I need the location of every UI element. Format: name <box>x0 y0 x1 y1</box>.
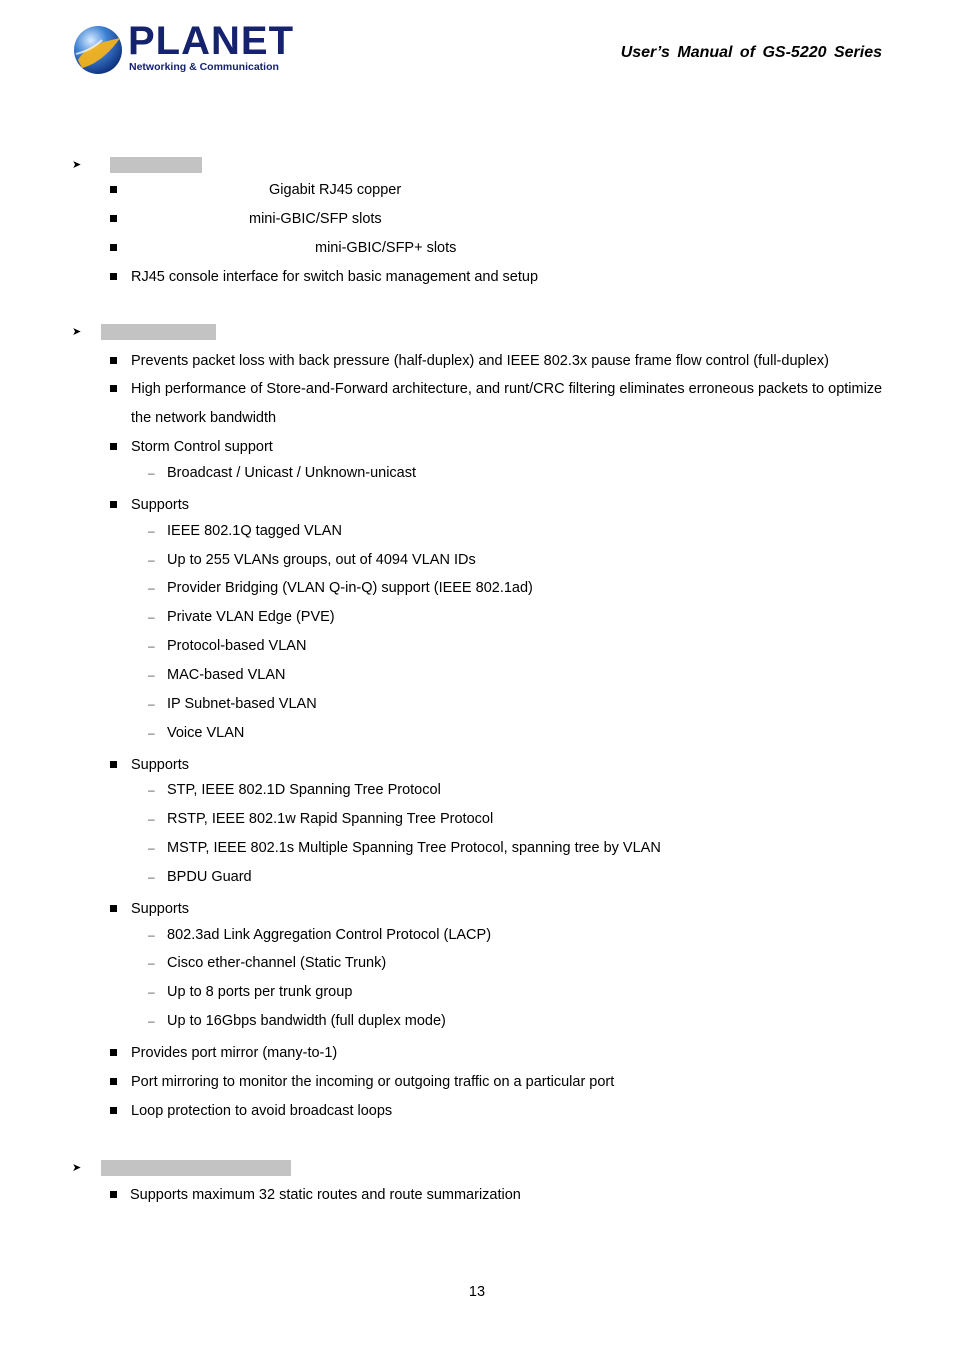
dash-icon: – <box>148 524 155 538</box>
sub-list-item: BPDU Guard <box>167 869 252 885</box>
section-arrow-icon: ➤ <box>72 1162 82 1174</box>
dash-icon: – <box>148 466 155 480</box>
sub-list-item: Protocol-based VLAN <box>167 638 307 654</box>
dash-icon: – <box>148 1014 155 1028</box>
dash-icon: – <box>148 812 155 826</box>
bullet-icon <box>110 385 117 392</box>
bullet-icon <box>110 1049 117 1056</box>
bullet-icon <box>110 357 117 364</box>
sub-list-item: Up to 255 VLANs groups, out of 4094 VLAN IDs <box>167 552 476 568</box>
list-item: RJ45 console interface for switch basic management and setup <box>131 269 539 285</box>
list-item: mini-GBIC/SFP+ slots <box>315 240 457 256</box>
globe-logo-icon <box>72 24 124 76</box>
bullet-icon <box>110 501 117 508</box>
list-item: Provides port mirror (many-to-1) <box>131 1045 338 1061</box>
bullet-icon <box>110 1191 117 1198</box>
list-item: Port mirroring to monitor the incoming or outgoing traffic on a particular port <box>131 1074 615 1090</box>
dash-icon: – <box>148 610 155 624</box>
dash-icon: – <box>148 870 155 884</box>
list-item: Prevents packet loss with back pressure (half-duplex) and IEEE 802.3x pause frame flow control (full-duplex) <box>131 353 829 369</box>
sub-list-item: IP Subnet-based VLAN <box>167 696 317 712</box>
bullet-icon <box>110 186 117 193</box>
sub-list-item: Up to 8 ports per trunk group <box>167 984 353 1000</box>
dash-icon: – <box>148 841 155 855</box>
bullet-icon <box>110 443 117 450</box>
sub-list-item: RSTP, IEEE 802.1w Rapid Spanning Tree Protocol <box>167 811 494 827</box>
logo-brand-text: PLANET <box>128 19 294 63</box>
list-item: mini-GBIC/SFP slots <box>249 211 382 227</box>
planet-logo <box>72 19 294 78</box>
list-item: High performance of Store-and-Forward architecture, and runt/CRC filtering eliminates erroneous packets to optimize <box>131 381 883 397</box>
dash-icon: – <box>148 985 155 999</box>
dash-icon: – <box>148 928 155 942</box>
sub-list-item: Cisco ether-channel (Static Trunk) <box>167 955 387 971</box>
dash-icon: – <box>148 581 155 595</box>
sub-list-item: Provider Bridging (VLAN Q-in-Q) support (IEEE 802.1ad) <box>167 580 533 596</box>
list-item: Supports <box>131 901 190 917</box>
dash-icon: – <box>148 639 155 653</box>
dash-icon: – <box>148 726 155 740</box>
sub-list-item: Broadcast / Unicast / Unknown-unicast <box>167 465 417 481</box>
logo-tagline: Networking & Communication <box>129 61 279 73</box>
sub-list-item: 802.3ad Link Aggregation Control Protocol (LACP) <box>167 927 492 943</box>
bullet-icon <box>110 273 117 280</box>
sub-list-item: MSTP, IEEE 802.1s Multiple Spanning Tree Protocol, spanning tree by VLAN <box>167 840 661 856</box>
bullet-icon <box>110 1078 117 1085</box>
bullet-icon <box>110 761 117 768</box>
section-heading-highlight <box>101 324 216 340</box>
manual-title: User’s Manual of GS-5220 Series <box>620 44 882 61</box>
dash-icon: – <box>148 553 155 567</box>
list-item: Supports <box>131 757 190 773</box>
sub-list-item: Up to 16Gbps bandwidth (full duplex mode) <box>167 1013 446 1029</box>
section-heading-highlight <box>101 1160 291 1176</box>
dash-icon: – <box>148 668 155 682</box>
list-item: Gigabit RJ45 copper <box>269 182 402 198</box>
section-arrow-icon: ➤ <box>72 326 82 338</box>
bullet-icon <box>110 244 117 251</box>
sub-list-item: MAC-based VLAN <box>167 667 286 683</box>
dash-icon: – <box>148 697 155 711</box>
sub-list-item: Voice VLAN <box>167 725 245 741</box>
list-item-continuation: the network bandwidth <box>131 410 277 426</box>
sub-list-item: IEEE 802.1Q tagged VLAN <box>167 523 342 539</box>
bullet-icon <box>110 905 117 912</box>
list-item: Loop protection to avoid broadcast loops <box>131 1103 393 1119</box>
bullet-icon <box>110 215 117 222</box>
section-arrow-icon: ➤ <box>72 159 82 171</box>
list-item: Supports maximum 32 static routes and route summarization <box>130 1187 521 1203</box>
sub-list-item: Private VLAN Edge (PVE) <box>167 609 335 625</box>
dash-icon: – <box>148 956 155 970</box>
dash-icon: – <box>148 783 155 797</box>
section-heading-highlight <box>110 157 202 173</box>
page-number: 13 <box>468 1284 486 1300</box>
sub-list-item: STP, IEEE 802.1D Spanning Tree Protocol <box>167 782 441 798</box>
list-item: Storm Control support <box>131 439 273 455</box>
list-item: Supports <box>131 497 190 513</box>
bullet-icon <box>110 1107 117 1114</box>
